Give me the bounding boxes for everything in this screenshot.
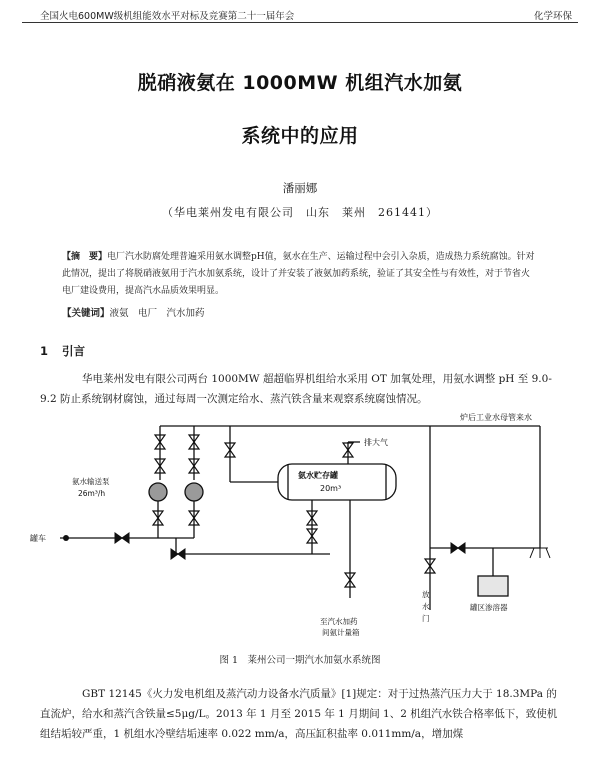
section-number: 1 [40, 344, 49, 358]
abstract-label: 【摘 要】 [62, 252, 108, 262]
ammonia-system-diagram [30, 413, 570, 642]
author-affiliation: （华电莱州发电有限公司 山东 莱州 261441） [162, 206, 438, 219]
header-conference: 全国火电600MW级机组能效水平对标及竞赛第二十一届年会 [40, 11, 295, 22]
header-section: 化学环保 [533, 11, 572, 22]
label-tank-volume: 20m³ [320, 484, 342, 493]
section-title: 引言 [62, 344, 86, 358]
label-drain-2: 水 [422, 602, 430, 611]
label-pump-flow: 26m³/h [78, 489, 106, 498]
intro-paragraph: 华电莱州发电有限公司两台 1000MW 超超临界机组给水采用 OT 加氧处理，用氨水调整 pH 至 9.0-9.2 防止系统钢材腐蚀，通过每周一次测定给水、蒸汽铁含量来观察系统腐蚀情况。 [40, 373, 552, 405]
label-dosing-box: 间氨计量箱 [322, 628, 360, 637]
abstract [62, 249, 536, 300]
keywords-text: 液氨 电厂 汽水加药 [109, 308, 205, 319]
running-header [22, 6, 578, 23]
body-paragraph: GBT 12145《火力发电机组及蒸汽动力设备水汽质量》[1]规定：对于过热蒸汽压力大于 18.3MPa 的直流炉，给水和蒸汽含铁量≤5μg/L。2013 年 1 月至 2015 年 1 月期间 1、2 机组汽水铁合格率低下，致使机组结垢较严重，1 机组水冷壁结垢速率 0.022 mm/a，高压缸积盐率 0.011mm/a，增加煤 [40, 688, 558, 740]
label-vent: 排大气 [364, 438, 388, 447]
keywords [62, 305, 205, 319]
label-drain-3: 门 [422, 614, 430, 623]
section-heading [40, 343, 85, 359]
paper-title-line2: 系统中的应用 [241, 125, 359, 147]
label-tank: 氨水贮存罐 [298, 471, 338, 480]
label-pool: 罐区渗溶器 [470, 603, 508, 612]
author-name: 潘丽娜 [282, 181, 318, 195]
label-drain-1: 放 [422, 590, 430, 599]
keywords-label: 【关键词】 [62, 308, 110, 319]
label-supply: 炉后工业水母管来水 [460, 413, 532, 422]
label-pump: 氨水输送泵 [72, 477, 110, 486]
label-dosing: 至汽水加药 [320, 617, 358, 626]
abstract-text: 电厂汽水防腐处理普遍采用氨水调整pH值，氨水在生产、运输过程中会引入杂质，造成热力系统腐蚀。针对此情况，提出了将脱硝液氨用于汽水加氨系统，设计了并安装了液氨加药系统，验证了其安全性与有效性，对于节省火电厂建设费用，提高汽水品质效果明显。 [62, 252, 535, 296]
label-truck: 罐车 [30, 534, 46, 543]
figure-caption: 图 1 莱州公司一期汽水加氨水系统图 [219, 655, 381, 666]
paper-title-line1: 脱硝液氨在 1000MW 机组汽水加氨 [137, 72, 463, 94]
